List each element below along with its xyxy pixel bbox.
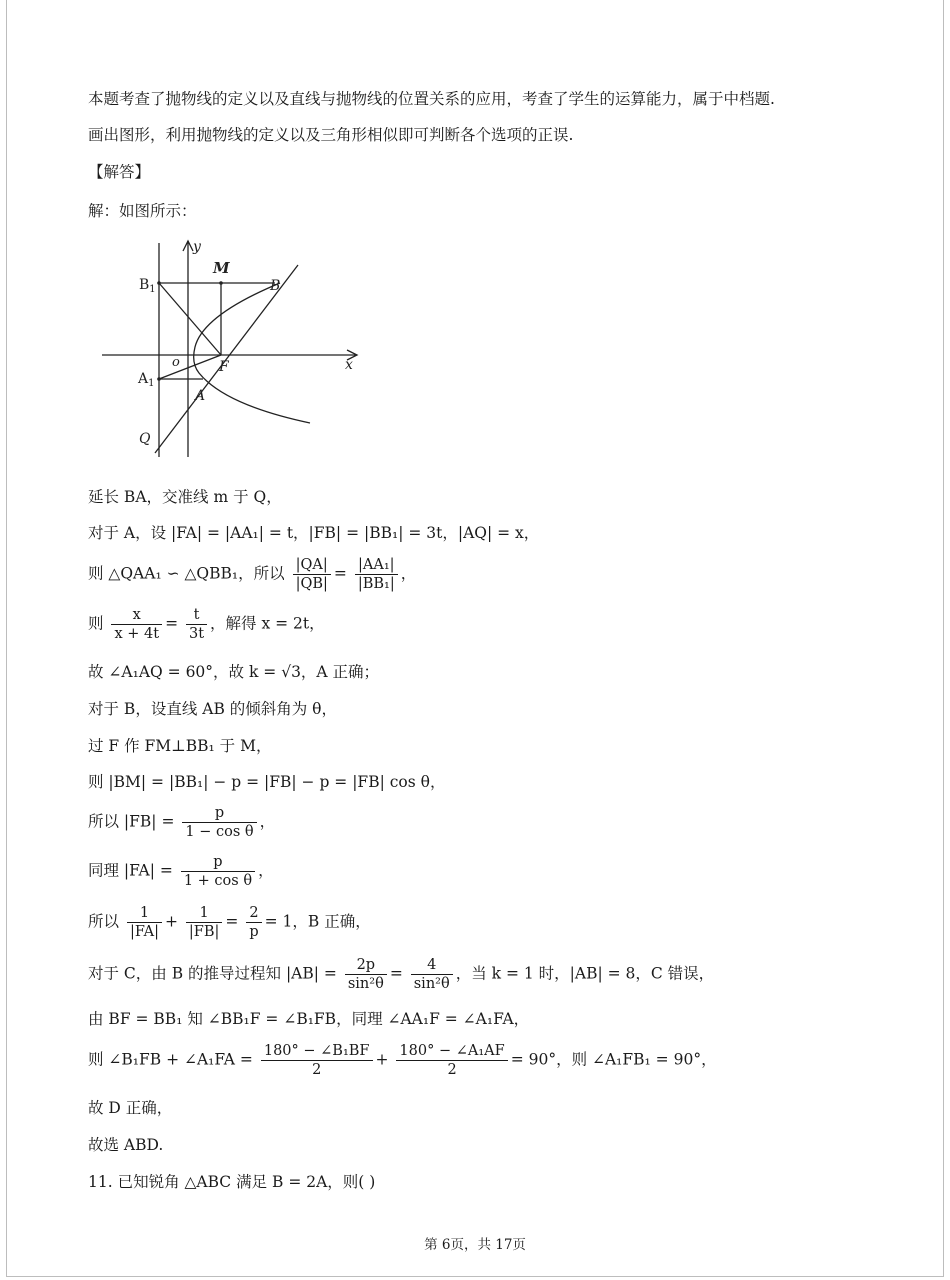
label-y: y (193, 239, 201, 255)
step-extend-BA: 延长 BA，交准线 m 于 Q， (88, 488, 282, 506)
fraction-t: $\frac{t}{3t}$ (186, 606, 207, 643)
step-option-D-angles: 由 BF = BB₁ 知 ∠BB₁F = ∠B₁FB，同理 ∠AA₁F = ∠A₁FA， (88, 1010, 530, 1028)
fraction-QA-QB: $\frac{|QA|}{|QB|}$ (293, 556, 331, 593)
point-B1 (157, 281, 161, 285)
label-O: o (172, 355, 180, 370)
fraction-x: $\frac{x}{x + 4t}$ (111, 606, 162, 643)
fraction-angle-A: $\frac{\text{180° − ∠A₁AF}}{2}$ (396, 1042, 507, 1079)
point-A1 (157, 377, 161, 381)
segment-FA1 (159, 355, 221, 379)
fraction-1-FA: $\frac{1}{|FA|}$ (127, 904, 162, 941)
label-B: B (270, 278, 281, 294)
fraction-1-FB: $\frac{1}{|FB|}$ (186, 904, 223, 941)
intro-analysis: 本题考查了抛物线的定义以及直线与抛物线的位置关系的应用，考查了学生的运算能力，属于中档题. (88, 90, 775, 108)
intro-method: 画出图形，利用抛物线的定义以及三角形相似即可判断各个选项的正误. (88, 126, 574, 144)
next-question: 11. 已知锐角 △ABC 满足 B = 2A，则( ) (88, 1173, 376, 1191)
label-B1: $B_1$ (139, 277, 156, 295)
parabola-figure (95, 235, 370, 460)
step-option-C: 对于 C，由 B 的推导过程知 |AB| = $\frac{2p}{\text{sin²θ}}$ = $\frac{4}{\text{sin²θ}}$ ，当 k = 1 时，|AB| = 8，C 错误， (88, 957, 715, 992)
solution-start: 解：如图所示： (88, 202, 197, 220)
step-BM: 则 |BM| = |BB₁| − p = |FB| − p = |FB| cos θ， (88, 773, 446, 791)
step-option-B-result: 所以 $\frac{1}{|FA|}$ + $\frac{1}{|FB|}$ = $\frac{2}{p}$ = 1，B 正确， (88, 905, 371, 940)
step-option-A-result: 故 ∠A₁AQ = 60°，故 k = √3，A 正确； (88, 663, 380, 681)
label-Q: Q (139, 431, 151, 447)
label-A: A (195, 388, 206, 404)
final-answer: 故选 ABD. (88, 1136, 164, 1154)
step-option-D-result: 故 D 正确， (88, 1099, 173, 1117)
segment-FB1 (159, 283, 221, 355)
fraction-FB: $\frac{p}{\text{1 − cos θ}}$ (182, 804, 256, 841)
page-footer: 第 6页，共 17页 (424, 1237, 526, 1253)
label-x: x (345, 357, 353, 373)
label-A1: $A_1$ (138, 371, 155, 389)
step-similar-triangles: 则 △QAA₁ ∽ △QBB₁，所以 $\frac{|QA|}{|QB|}$ = $\frac{\text{|AA₁|}}{\text{|BB₁|}}$ ， (88, 557, 417, 592)
point-M (219, 281, 223, 285)
label-F: F (219, 359, 229, 375)
step-option-B-setup: 对于 B，设直线 AB 的倾斜角为 θ， (88, 700, 338, 718)
step-solve-x: 则 $\frac{x}{x + 4t}$ = $\frac{t}{3t}$ ，解得 x = 2t， (88, 607, 325, 642)
fraction-AA1-BB1: $\frac{\text{|AA₁|}}{\text{|BB₁|}}$ (355, 556, 398, 593)
fraction-FA: $\frac{p}{\text{1 + cos θ}}$ (181, 853, 255, 890)
step-option-A-setup: 对于 A，设 |FA| = |AA₁| = t，|FB| = |BB₁| = 3t，|AQ| = x， (88, 524, 540, 542)
fraction-2p-sin: $\frac{2p}{\text{sin²θ}}$ (345, 956, 387, 993)
parabola-curve (194, 283, 310, 423)
section-heading: 【解答】 (88, 163, 151, 181)
step-FB: 所以 |FB| = $\frac{p}{\text{1 − cos θ}}$ ， (88, 805, 276, 840)
fraction-4-sin: $\frac{4}{\text{sin²θ}}$ (411, 956, 453, 993)
fraction-2-p: $\frac{2}{p}$ (246, 904, 261, 941)
step-FA: 同理 |FA| = $\frac{p}{\text{1 + cos θ}}$ ， (88, 854, 274, 889)
fraction-angle-B: $\frac{\text{180° − ∠B₁BF}}{2}$ (261, 1042, 373, 1079)
label-M: M (213, 259, 230, 277)
step-angle-sum: 则 ∠B₁FB + ∠A₁FA = $\frac{\text{180° − ∠B₁BF}}{2}$ + $\frac{\text{180° − ∠A₁AF}}{2}$ = 90°，则 ∠A₁FB₁ = 90°， (88, 1043, 717, 1078)
step-perpendicular: 过 F 作 FM⊥BB₁ 于 M， (88, 737, 272, 755)
